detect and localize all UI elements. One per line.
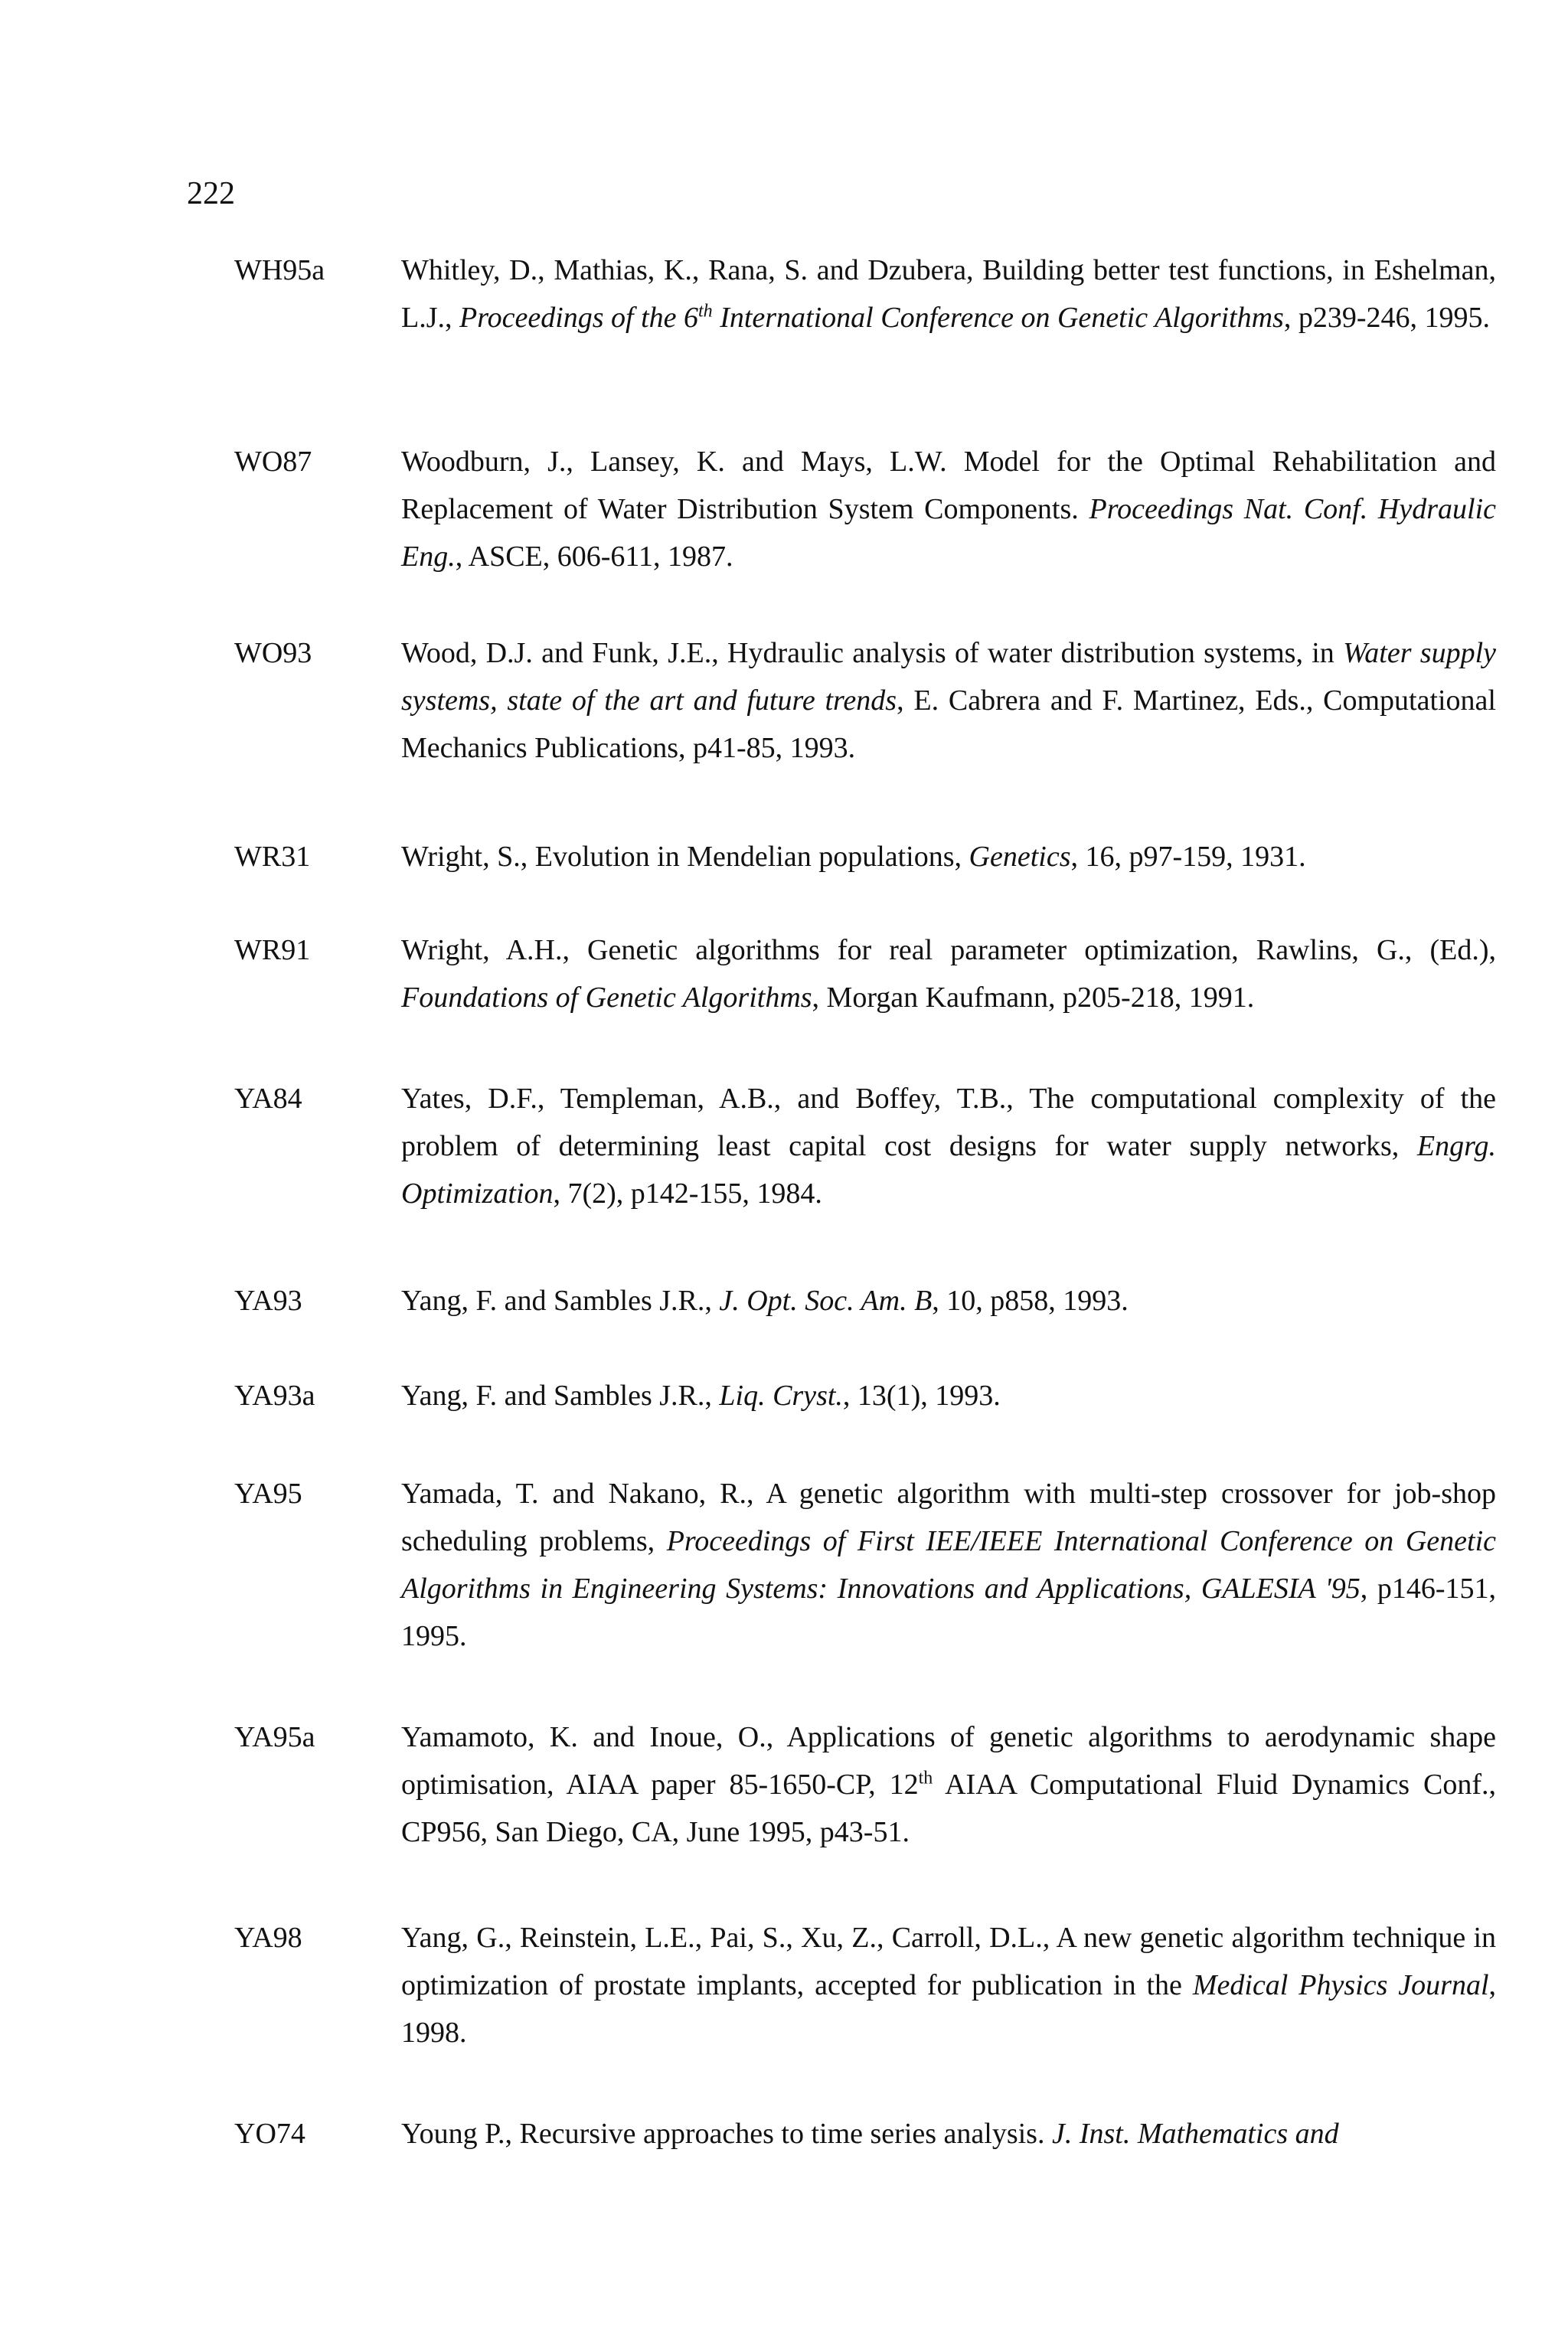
reference-segment: Yamamoto, K. and Inoue, O., Applications of genetic algorithms to aerodynamic shape optimisation, AIAA paper 85-1650-CP, 12 [401,1721,1496,1801]
reference-title-segment: J. Opt. Soc. Am. B [719,1285,933,1317]
reference-text [401,833,1496,880]
reference-key: YA93a [234,1380,315,1412]
reference-segment: Wright, S., Evolution in Mendelian populations, [401,841,969,873]
reference-key: YA93 [234,1285,302,1317]
reference-title-segment: Water supply systems, state of the art and future trends [401,637,1496,717]
reference-title-segment: International Conference on Genetic Algorithms [712,302,1284,334]
reference-key: YA95 [234,1478,302,1510]
reference-text [401,2110,1496,2158]
reference-text [401,1914,1496,2056]
reference-text [401,1277,1496,1325]
reference-segment: , 10, p858, 1993. [932,1285,1129,1317]
reference-segment: , 7(2), p142-155, 1984. [553,1178,822,1210]
reference-key: WR31 [234,841,311,873]
reference-segment: , Morgan Kaufmann, p205-218, 1991. [812,982,1255,1014]
reference-segment: Woodburn, J., Lansey, K. and Mays, L.W. Model for the Optimal Rehabilitation and Replacement of Water Distribution System Components. [401,446,1496,525]
reference-title-segment: Genetics [969,841,1071,873]
reference-text [401,926,1496,1021]
reference-title-segment: Engrg. Optimization [401,1130,1496,1210]
reference-text [401,438,1496,580]
reference-key: WH95a [234,254,325,286]
reference-key: WO93 [234,637,312,669]
reference-segment: , 16, p97-159, 1931. [1070,841,1306,873]
reference-title-segment: Liq. Cryst. [719,1380,843,1412]
reference-title-segment: Foundations of Genetic Algorithms [401,982,812,1014]
reference-key: YO74 [234,2118,305,2150]
reference-text [401,1075,1496,1217]
reference-key: YA84 [234,1083,302,1115]
reference-title-segment: th [698,301,713,322]
reference-segment: , p239-246, 1995. [1283,302,1491,334]
reference-segment: Yang, G., Reinstein, L.E., Pai, S., Xu, Z., Carroll, D.L., A new genetic algorithm technique in optimization of prostate implants, accepted for publication in the [401,1922,1496,2001]
reference-title-segment: J. Inst. Mathematics and [1051,2118,1339,2150]
reference-key: WO87 [234,446,312,478]
reference-text [401,247,1496,341]
reference-key: YA95a [234,1721,315,1753]
reference-title-segment: Medical Physics Journal [1192,1969,1489,2001]
reference-segment: , p146-151, 1995. [401,1573,1496,1652]
reference-segment: Yamada, T. and Nakano, R., A genetic algorithm with multi-step crossover for job-shop scheduling problems, [401,1478,1496,1557]
page-number: 222 [187,176,235,211]
reference-segment: Yang, F. and Sambles J.R., [401,1285,720,1317]
reference-key: WR91 [234,934,311,966]
reference-segment: Young P., Recursive approaches to time series analysis. [401,2118,1052,2150]
reference-text [401,629,1496,772]
reference-segment: th [918,1768,933,1788]
reference-title-segment: Proceedings of the 6 [459,302,699,334]
reference-segment: Whitley, D., Mathias, K., Rana, S. and Dzubera, Building better test functions, in Eshelman, L.J., [401,254,1496,334]
reference-segment: , E. Cabrera and F. Martinez, Eds., Computational Mechanics Publications, p41-85, 1993. [401,684,1496,764]
reference-title-segment: Proceedings Nat. Conf. Hydraulic Eng. [401,493,1497,573]
reference-segment: AIAA Computational Fluid Dynamics Conf., CP956, San Diego, CA, June 1995, p43-51. [401,1769,1496,1848]
reference-segment: Wood, D.J. and Funk, J.E., Hydraulic analysis of water distribution systems, in [401,637,1344,669]
reference-segment: Yang, F. and Sambles J.R., [401,1380,720,1412]
reference-title-segment: Proceedings of First IEE/IEEE International Conference on Genetic Algorithms in Engineering Systems: Innovations and Applications, GALESIA '95 [401,1525,1496,1605]
reference-key: YA98 [234,1922,302,1954]
reference-segment: Wright, A.H., Genetic algorithms for real parameter optimization, Rawlins, G., (Ed.), [401,934,1496,966]
reference-segment: , 1998. [401,1969,1496,2049]
reference-text [401,1713,1496,1856]
reference-segment: Yates, D.F., Templeman, A.B., and Boffey, T.B., The computational complexity of the problem of determining least capital cost designs for water supply networks, [401,1083,1496,1162]
reference-segment: , ASCE, 606-611, 1987. [455,541,733,573]
reference-text [401,1372,1496,1419]
reference-segment: , 13(1), 1993. [842,1380,1001,1412]
reference-text [401,1470,1496,1660]
